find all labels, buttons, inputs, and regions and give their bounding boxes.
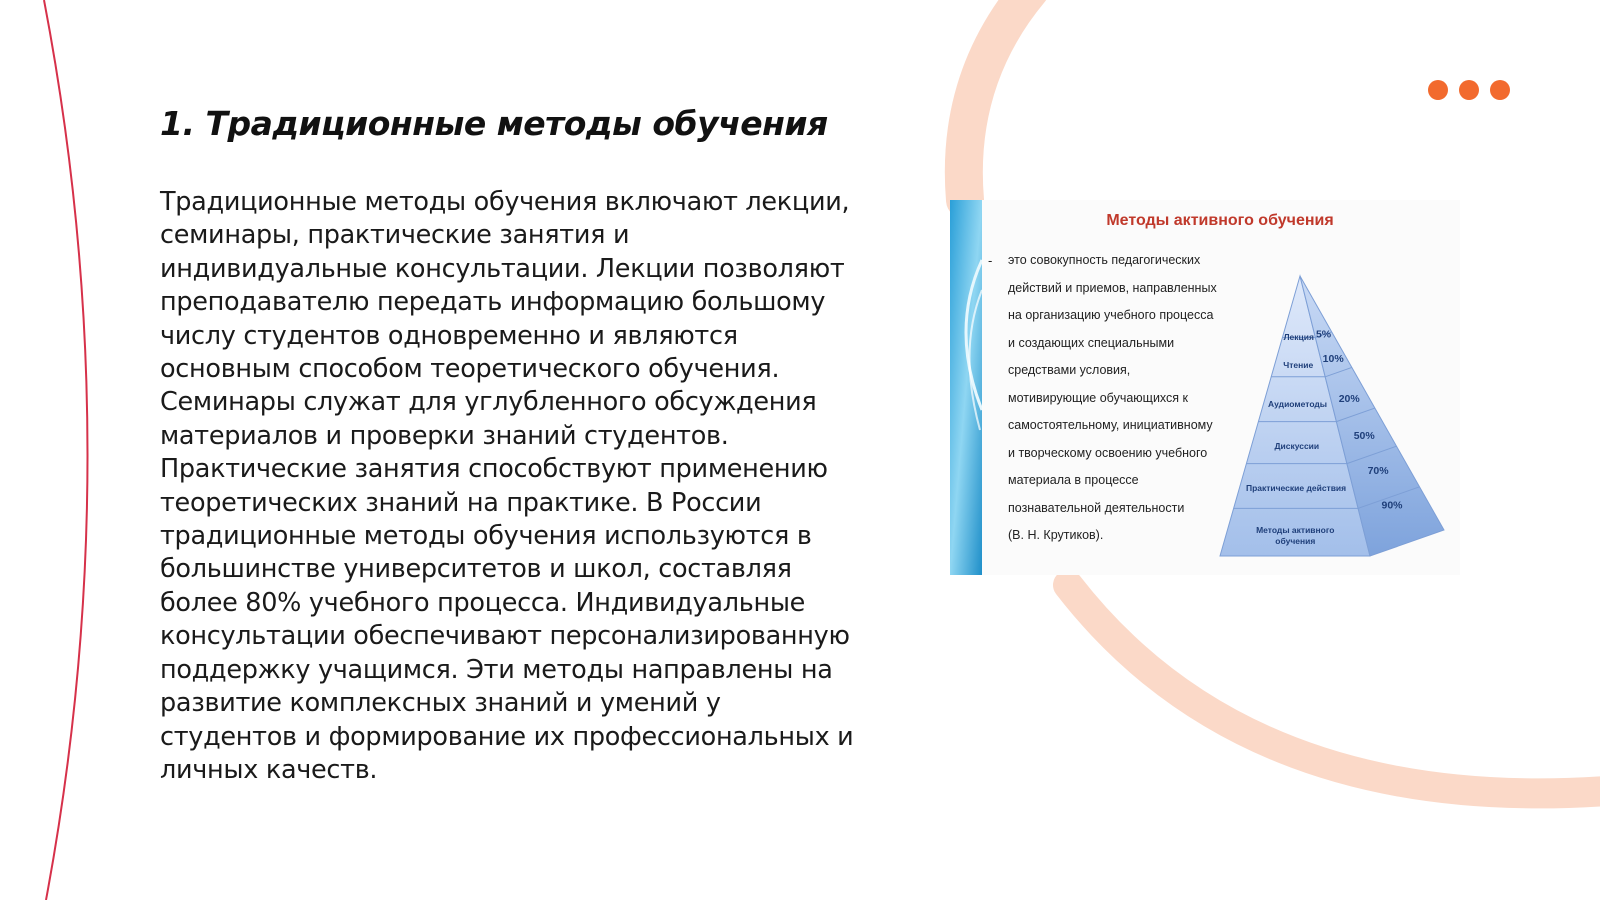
definition-line: на организацию учебного процесса xyxy=(1008,308,1214,322)
bullet-marker: - xyxy=(988,253,993,268)
slide-title: 1. Традиционные методы обучения xyxy=(160,104,828,143)
pyramid-tier-label: Лекция xyxy=(1283,332,1314,342)
definition-line: мотивирующие обучающихся к xyxy=(1008,390,1188,405)
pyramid-tier-percent: 20% xyxy=(1338,392,1360,405)
pyramid-tier-label: Дискуссии xyxy=(1274,441,1320,452)
pyramid-tier-label: Методы активного xyxy=(1256,525,1335,536)
definition-line: материала в процессе xyxy=(1008,473,1139,487)
orange-dot xyxy=(1459,80,1479,100)
definition-line: это совокупность педагогических xyxy=(1008,253,1201,267)
pyramid-tier-label: Аудиометоды xyxy=(1268,399,1328,410)
active-learning-figure xyxy=(950,200,1460,575)
orange-dot xyxy=(1490,80,1510,100)
definition-line: средствами условия, xyxy=(1008,363,1131,377)
definition-line: познавательной деятельности xyxy=(1008,500,1185,515)
red-curve-line xyxy=(44,0,88,900)
orange-arc-top xyxy=(964,0,1030,200)
pyramid-tier-percent: 5% xyxy=(1315,328,1332,341)
pyramid-tier-label: Чтение xyxy=(1283,360,1314,370)
definition-line: и создающих специальными xyxy=(1008,335,1175,350)
pyramid-tier-percent: 70% xyxy=(1367,464,1389,477)
pyramid-tier-percent: 90% xyxy=(1381,499,1403,512)
learning-pyramid xyxy=(950,200,1460,575)
definition-line: самостоятельному, инициативному xyxy=(1008,418,1213,432)
pyramid-tier-percent: 10% xyxy=(1322,352,1344,365)
pyramid-tier-label: обучения xyxy=(1275,536,1316,547)
definition-line: и творческому освоению учебного xyxy=(1008,445,1208,460)
figure-title: Методы активного обучения xyxy=(1106,212,1334,229)
ellipsis-dots xyxy=(1428,80,1510,100)
pyramid-tier-label: Практические действия xyxy=(1245,483,1347,494)
orange-dot xyxy=(1428,80,1448,100)
orange-arc-bottom xyxy=(1068,585,1600,793)
pyramid-tier-percent: 50% xyxy=(1353,430,1375,443)
slide-body-text: Традиционные методы обучения включают лекции, семинары, практические занятия и индивидуальные консультации. Лекции позволяют преподавателю передать информацию большому числу студентов одновременно и являются основным способом теоретического обучения. Семинары служат для углубленного обсуждения материалов и проверки знаний студентов. Практические занятия способствуют применению теоретических знаний на практике. В России традиционные методы обучения используются в большинстве университетов и школ, составляя более 80% учебного процесса. Индивидуальные консультации обеспечивают персонализированную поддержку учащимся. Эти методы направлены на развитие комплексных знаний и умений у студентов и формирование их профессиональных и личных качеств. xyxy=(160,187,854,785)
definition-line: (В. Н. Крутиков). xyxy=(1008,528,1104,542)
definition-line: действий и приемов, направленных xyxy=(1008,280,1217,295)
